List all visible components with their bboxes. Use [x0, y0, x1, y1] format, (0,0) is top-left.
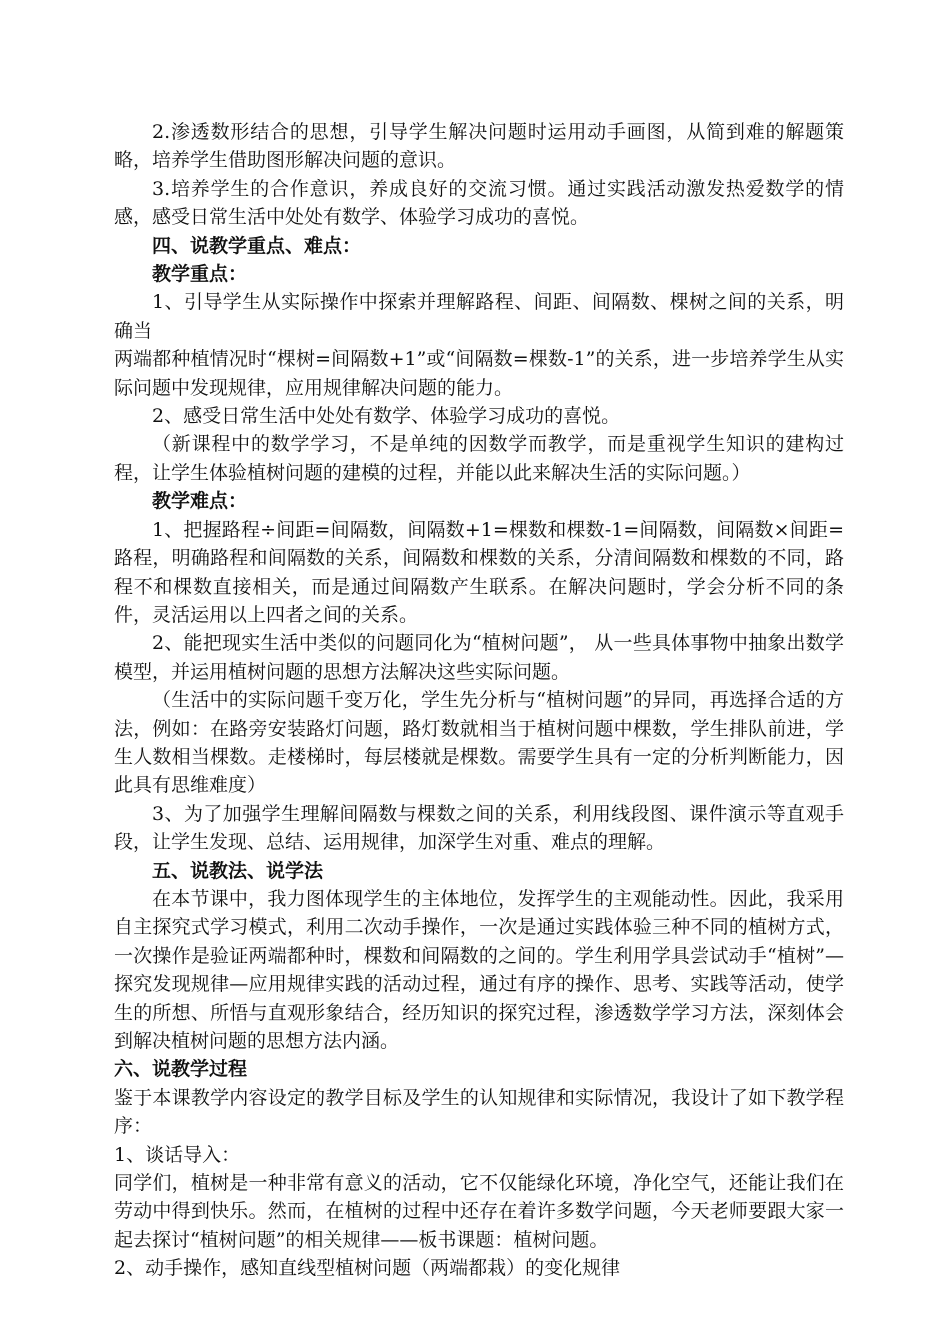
paragraph-difficulty-note: （生活中的实际问题千变万化，学生先分析与“植树问题”的异同，再选择合适的方法，例如：在路旁安装路灯问题，路灯数就相当于植树问题中棵数，学生排队前进，学生人数相当棵数。走楼梯时，每层楼就是棵数。需要学生具有一定的分析判断能力，因此具有思维难度）: [114, 689, 844, 797]
paragraph-key-point-1: 1、引导学生从实际操作中探索并理解路程、间距、间隔数、棵树之间的关系，明确当: [114, 291, 844, 342]
paragraph-objective-3: 3.培养学生的合作意识，养成良好的交流习惯。通过实践活动激发热爱数学的情感，感受日常生活中处处有数学、体验学习成功的喜悦。: [114, 177, 844, 229]
paragraph-difficulty-1: 1、把握路程÷间距=间隔数，间隔数+1=棵数和棵数-1=间隔数，间隔数×间距=路程，明确路程和间隔数的关系，间隔数和棵数的关系，分清间隔数和棵数的不同，路程不和棵数直接相关，而是通过间隔数产生联系。在解决问题时，学会分析不同的条件，灵活运用以上四者之间的关系。: [114, 518, 844, 626]
paragraph-key-point-2: 2、感受日常生活中处处有数学、体验学习成功的喜悦。: [152, 405, 621, 428]
subheading-key-points: 教学重点：: [152, 263, 248, 286]
paragraph-methods: 在本节课中，我力图体现学生的主体地位，发挥学生的主观能动性。因此，我采用自主探究式学习模式，利用二次动手操作，一次是通过实践体验三种不同的植树方式，一次操作是验证两端都种时，棵数和间隔数的之间的。学生利用学具尝试动手“植树”—探究发现规律—应用规律实践的活动过程，通过有序的操作、思考、实践等活动，使学生的所想、所悟与直观形象结合，经历知识的探究过程，渗透数学学习方法，深刻体会到解决植树问题的思想方法内涵。: [114, 887, 844, 1052]
section-heading-4: 四、说教学重点、难点：: [152, 234, 362, 257]
document-page: [114, 118, 844, 1283]
section-heading-5: 五、说教法、说学法: [152, 859, 324, 882]
paragraph-key-point-note: （新课程中的数学学习，不是单纯的因数学而教学，而是重视学生知识的建构过程，让学生体验植树问题的建模的过程，并能以此来解决生活的实际问题。）: [114, 433, 844, 484]
section-heading-6: 六、说教学过程: [114, 1058, 248, 1081]
subheading-difficulties: 教学难点：: [152, 490, 248, 513]
paragraph-process-intro: 鉴于本课教学内容设定的教学目标及学生的认知规律和实际情况，我设计了如下教学程序：: [114, 1086, 844, 1138]
paragraph-step-1-body: 同学们，植树是一种非常有意义的活动，它不仅能绿化环境，净化空气，还能让我们在劳动中得到快乐。然而，在植树的过程中还存在着许多数学问题，今天老师要跟大家一起去探讨“植树问题”的相关规律——板书课题：植树问题。: [114, 1172, 844, 1251]
paragraph-step-1-title: 1、谈话导入：: [114, 1143, 241, 1166]
paragraph-objective-2: 2.渗透数形结合的思想，引导学生解决问题时运用动手画图，从简到难的解题策略，培养学生借助图形解决问题的意识。: [114, 121, 844, 172]
paragraph-difficulty-2: 2、能把现实生活中类似的问题同化为“植树问题”， 从一些具体事物中抽象出数学模型，并运用植树问题的思想方法解决这些实际问题。: [114, 632, 844, 683]
paragraph-step-2-title: 2、动手操作，感知直线型植树问题（两端都栽）的变化规律: [114, 1257, 621, 1280]
paragraph-difficulty-3: 3、为了加强学生理解间隔数与棵数之间的关系，利用线段图、课件演示等直观手段，让学生发现、总结、运用规律，加深学生对重、难点的理解。: [114, 802, 844, 854]
paragraph-key-point-1-cont: 两端都种植情况时“棵树=间隔数+1”或“间隔数=棵数-1”的关系，进一步培养学生从实际问题中发现规律，应用规律解决问题的能力。: [114, 348, 844, 399]
